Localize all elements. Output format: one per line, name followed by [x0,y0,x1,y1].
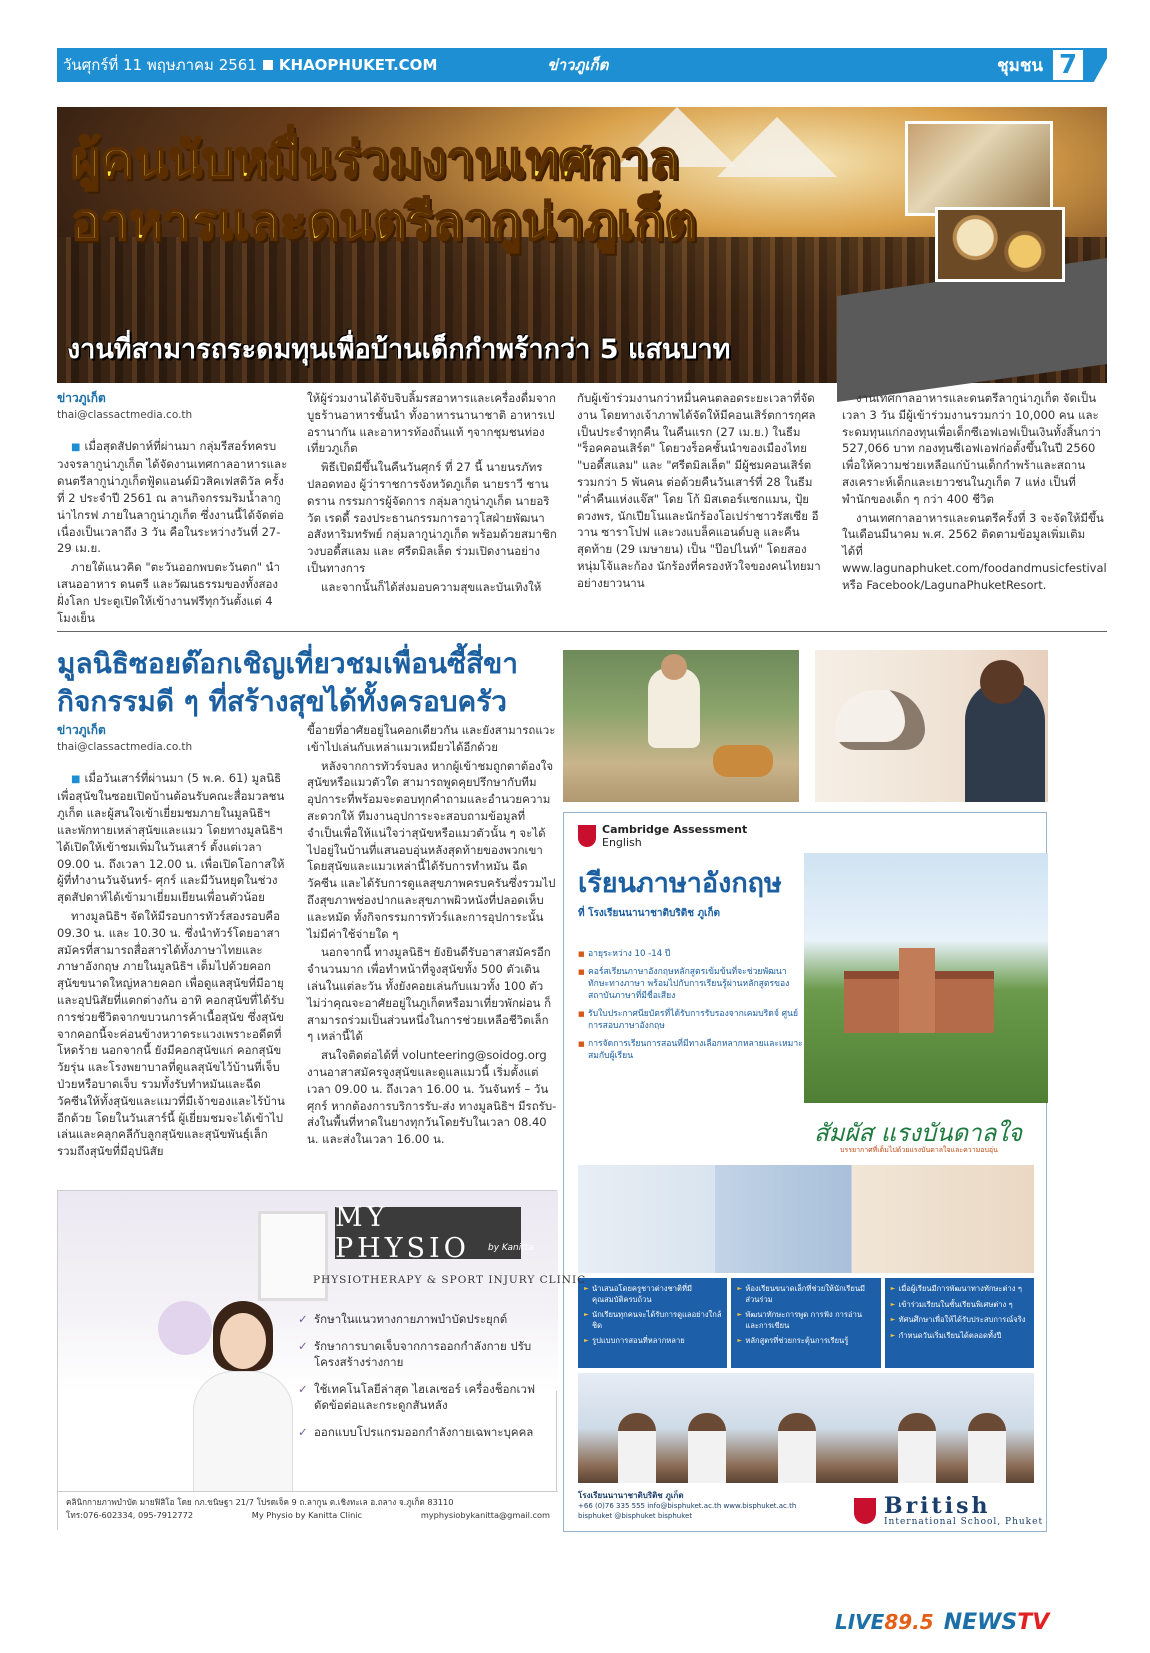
feature-boxes [578,1278,1034,1368]
inset-photo-children [905,121,1053,216]
contact-details[interactable]: +66 (0)76 335 555 info@bisphuket.ac.th www.bisphuket.ac.th [578,1502,797,1510]
article1-col4 [842,390,1107,630]
window-shape [258,1211,328,1301]
article2-title [57,645,557,721]
hero-subtitle: งานที่สามารถระดมทุนเพื่อบ้านเด็กกำพร้ากว่า 5 แสนบาท [67,334,731,365]
paragraph: งานเทศกาลอาหารและดนตรีครั้งที่ 3 จะจัดให้มีขึ้นในเดือนมีนาคม พ.ศ. 2562 ติดตามข้อมูลเพิ่มเติมได้ที่ www.lagunaphuket.com/foodandmusicfestival หรือ Facebook/LagunaPhuketResort. [842,510,1107,592]
ad-my-physio[interactable] [57,1190,587,1530]
news-tv-logo: NEWSTV [943,1609,1050,1635]
bullet-icon: ■ [71,441,81,453]
physio-services [298,1311,548,1451]
photo-girl-with-cat [815,650,1048,802]
byline-email[interactable]: thai@classactmedia.co.th [57,740,193,753]
student-figure [778,1413,816,1483]
paragraph: ภายใต้แนวคิด "ตะวันออกพบตะวันตก" นำเสนออาหาร ดนตรี และวัฒนธรรมของทั้งสองฝั่งโลก ประตูเปิดให้เข้างานฟรีทุกวันตั้งแต่ 4 โมงเย็น [57,560,280,625]
physio-logo-sub: by Kanitta [488,1243,534,1253]
service-item: ✓ รักษาในแนวทางกายภาพบำบัดประยุกต์ [298,1311,548,1327]
article2-title-line1: มูลนิธิซอยด๊อกเชิญเที่ยวชมเพื่อนซี้สี่ขา [57,647,519,680]
issue-date: วันศุกร์ที่ 11 พฤษภาคม 2561 [63,56,257,74]
article1-col2 [307,390,559,630]
cat-figure [835,690,925,750]
hero-banner [57,107,1107,383]
cambridge-logo [578,823,747,849]
site-link[interactable]: KHAOPHUKET.COM [278,56,438,74]
byline: ข่าวภูเก็ต [57,391,106,405]
service-item: ✓ รักษาการบาดเจ็บจากการออกกำลังกาย ปรับโครงสร้างร่างกาย [298,1338,548,1370]
separator-square [263,60,273,70]
paragraph: หลังจากการทัวร์จบลง หากผู้เข้าชมถูกตาต้องใจสุนัขหรือแมวตัวใด สามารถพูดคุยปรึกษากับทีมอุปการะที่พร้อมจะตอบทุกคำถามและอำนวยความสะดวกให้ ทีมงานอุปการะจะสอบถามข้อมูลที่จำเป็นเพื่อให้แน่ใจว่าสุนัขหรือแมวตัวนั้น ๆ จะได้ไปอยู่ในบ้านที่แสนอบอุ่นหลังสุดท้ายของพวกเขา โดยสุนัขและแมวเหล่านี้ได้รับการทำหมัน ฉีดวัคซีน และได้รับการดูแลสุขภาพครบครันซึ่งรวมไปถึงสุขภาพช่องปากและสุขภาพผิวหนังที่ปลอดเห็บและหมัด ทั้งกิจกรรมการทัวร์และการอุปการะนั้นไม่มีค่าใช้จ่ายใด ๆ [307,758,556,941]
physio-email[interactable]: myphysiobykanitta@gmail.com [420,1510,550,1520]
ad-slogan-sub: บรรยากาศที่เต็มไปด้วยแรงบันดาลใจและความอบอุ่น [840,1146,998,1154]
paragraph: งานเทศกาลอาหารและดนตรีลากูน่าภูเก็ต จัดเป็นเวลา 3 วัน มีผู้เข้าร่วมงานรวมกว่า 10,000 คน และระดมทุนแก่กองทุนเพื่อเด็กซีเอฟเอฟเป็นเงินทั้งสิ้นกว่า 527,066 บาท กองทุนซีเอฟเอฟก่อตั้งขึ้นในปี 2560 เพื่อให้ความช่วยเหลือแก่บ้านเด็กกำพร้าและสถานสงเคราะห์เด็กและเยาวชนในภูเก็ต 7 แห่ง เป็นที่พำนักของเด็ก ๆ กว่า 400 ชีวิต [842,391,1102,506]
tent-shape [717,117,837,177]
article-laguna [57,390,1107,630]
paragraph: ทางมูลนิธิฯ จัดให้มีรอบการทัวร์สองรอบคือ 09.30 น. และ 10.30 น. ซึ่งนำทัวร์โดยอาสาสมัครที่สามารถสื่อสารได้ทั้งภาษาไทยและภาษาอังกฤษ ภายในมูลนิธิฯ เต็มไปด้วยคอกสุนัขขนาดใหญ่หลายคอก เพื่อดูแลสุนัขที่มีอายุและอุปนิสัยที่แตกต่างกัน อาทิ คอกสุนัขที่ได้รับการช่วยชีวิตจากขบวนการค้าเนื้อสุนัข ซึ่งสุนัขจากคอกนี้จะค่อนข้างหวาดระแวงเพราะอดีตที่โหดร้าย นอกจากนี้ ยังมีคอกสุนัขแก่ คอกสุนัขวัยรุ่น และโรงพยาบาลที่ดูแลสุนัขไว้บ้านที่เจ็บป่วยหรือบาดเจ็บ รวมทั้งรับทำหมันและฉีดวัคซีนให้ทั้งสุนัขและแมวที่มีเจ้าของและไร้บ้านอีกด้วย โดยในวันเสาร์นี้ ผู้เยี่ยมชมจะได้เข้าไปเล่นและคลุกคลีกับลูกสุนัขและสุนัขพันธุ์เล็ก รวมถึงสุนัขที่มีอุปนิสัย [57,908,285,1159]
physio-contact [58,1491,558,1531]
physiotherapist-photo [168,1301,318,1511]
hero-title [71,129,697,253]
page-number: 7 [1051,48,1085,82]
section-divider [57,631,1107,632]
article-soidog [57,722,557,1182]
dog-figure [713,745,773,777]
inset-photo-food [935,207,1065,282]
ad-slogan: สัมผัส แรงบันดาลใจ [814,1119,1023,1147]
section-title: ชุมชน [997,55,1043,76]
british-school-logo: British International School, Phuket [854,1495,1043,1527]
footer-logos [835,1607,1095,1637]
paragraph: กับผู้เข้าร่วมงานกว่าหมื่นคนตลอดระยะเวลาที่จัดงาน โดยทางเจ้าภาพได้จัดให้มีคอนเสิร์ตการกุศลเป็นประจำทุกคืน ในคืนแรก (27 เม.ย.) ในธีม "ร็อคคอนเสิร์ต" โดยวงร็อคชั้นนำของเมืองไทย "บอดี้สแลม" และ "ศรีตมิลเล็ต" มีผู้ชมคอนเสิร์ตรวมกว่า 5 พันคน ต่อด้วยคืนวันเสาร์ที่ 28 ในธีม "ค่ำคืนแห่งแจ๊ส" โดย โก้ มิสเตอร์แซกแมน, ปุ้ย ดวงพร, นักเปียโนและนักร้องโอเปร่าชาวรัสเซีย อีวาน ซาราโปฟ และวงแบล็คแอนด์บลู และคืนสุดท้าย (29 เมษายน) เป็น "ป๊อปไนท์" โดยสองหนุ่มโจ้และก้อง นักร้องที่ครองหัวใจของคนไทยมาอย่างยาวนาน [577,391,821,590]
service-item: ✓ ใช้เทคโนโลยีล่าสุด ไฮเลเซอร์ เครื่องช็อกเวฟ ดัดข้อต่อและกระดูกสันหลัง [298,1381,548,1413]
feature-box: ► ห้องเรียนขนาดเล็กที่ช่วยให้นักเรียนมีส่วนร่วม ► พัฒนาทักษะการพูด การฟัง การอ่าน และการเขียน ► หลักสูตรที่ช่วยกระตุ้นการเรียนรู้ [731,1278,880,1368]
bullet-icon: ■ [71,773,81,785]
ad-british-school[interactable] [563,812,1047,1532]
paragraph: ■ เมื่อสุดสัปดาห์ที่ผ่านมา กลุ่มรีสอร์ทครบวงจรลากูน่าภูเก็ต ได้จัดงานเทศกาลอาหารและดนตรีลากูน่าภูเก็ตฟู้ดแอนด์มิวสิคเฟสติวัล ครั้งที่ 2 ประจำปี 2561 ณ ลานกิจกรรมริมน้ำลากูน่าไกรฟ ภายในลากูน่าภูเก็ต ซึ่งงานนี้ได้จัดต่อเนื่องเป็นเวลาถึง 3 วัน คือในระหว่างวันที่ 27-29 เม.ย. [57,438,288,556]
service-item: ✓ ออกแบบโปรแกรมออกกำลังกายเฉพาะบุคคล [298,1424,548,1440]
byline-email[interactable]: thai@classactmedia.co.th [57,408,193,421]
man-head [661,654,687,680]
paragraph: พิธีเปิดมีขึ้นในคืนวันศุกร์ ที่ 27 นี้ นายนรภัทร ปลอดทอง ผู้ว่าราชการจังหวัดภูเก็ต นายราวี ชานดราน กรรมการผู้จัดการ กลุ่มลากูน่าภูเก็ต นายอริวัต เรดดี้ รองประธานกรรมการอาวุโสฝ่ายพัฒนาอสังหาริมทรัพย์ กลุ่มลากูน่าภูเก็ต พร้อมด้วยสมาชิกวงบอดี้สแลม และ ศรีตมิลเล็ต ร่วมเปิดงานอย่างเป็นทางการ [307,460,557,575]
course-features-list [578,948,803,1068]
photo-man-with-dogs [563,650,799,802]
physio-tagline: PHYSIOTHERAPY & SPORT INJURY CLINIC [313,1274,587,1286]
article1-col1 [57,390,289,630]
list-item: ■ การจัดการเรียนการสอนที่มีทางเลือกหลากหลายและเหมาะสมกับผู้เรียน [578,1038,803,1062]
article2-title-line2: กิจกรรมดี ๆ ที่สร้างสุขได้ทั้งครอบครัว [57,685,508,718]
paragraph: ให้ผู้ร่วมงานได้จับจิบลิ้มรสอาหารและเครื่องดื่มจากบูธร้านอาหารชั้นนำ ทั้งอาหารนานาชาติ อาหารเปอรานากัน และอาหารท้องถิ่นแท้ ๆจากชุมชนท่องเที่ยวภูเก็ต [307,391,556,456]
corner-decoration [1085,48,1107,82]
feature-box: ► เมื่อผู้เรียนมีการพัฒนาทางทักษะต่าง ๆ ► เข้าร่วมเรียนในชั้นเรียนพิเศษต่าง ๆ ► ทัศนศึกษาเพื่อให้ได้รับประสบการณ์จริง ► กำหนดวันเริ่มเรียนได้ตลอดทั้งปี [885,1278,1034,1368]
face-shape [220,1313,266,1369]
newspaper-logo: ข่าวภูเก็ต [547,56,609,74]
classroom-photo-strip [578,1165,1034,1273]
paragraph: ขี้อายที่อาศัยอยู่ในคอกเดียวกัน และยังสามารถแวะเข้าไปเล่นกับเหล่าแมวเหมียวได้อีกด้วย [307,723,556,754]
student-figure [618,1413,656,1483]
student-figure [898,1413,936,1483]
paragraph: ■ เมื่อวันเสาร์ที่ผ่านมา (5 พ.ค. 61) มูลนิธิเพื่อสุนัขในซอยเปิดบ้านต้อนรับคณะสื่อมวลชนภูเก็ต และผู้สนใจเข้าเยี่ยมชมภายในมูลนิธิฯ และพักทายเหล่าสุนัขและแมว โดยทางมูลนิธิฯ ได้เปิดให้เข้าชมเพิ่มในวันเสาร์ ตั้งแต่เวลา 09.00 น. ถึงเวลา 12.00 น. เพื่อเปิดโอกาสให้ผู้ที่ทำงานวันจันทร์- ศุกร์ และมีวันหยุดในช่วงสุดสัปดาห์ได้เข้ามาเยี่ยมเยียนเพื่อนตัวน้อย [57,770,285,905]
student-figure [688,1413,726,1483]
list-item: ■ อายุระหว่าง 10 -14 ปี [578,948,803,960]
girl-head [980,660,1024,704]
hero-title-line1: ผู้คนนับหมื่นร่วมงานเทศกาล [71,131,680,189]
paragraph: สนใจติดต่อได้ที่ volunteering@soidog.org งานอาสาสมัครจูงสุนัขและดูแลแมวนี้ เริ่มตั้งแต่เวลา 09.00 น. ถึงเวลา 16.00 น. วันจันทร์ – วันศุกร์ หากต้องการบริการรับ-ส่ง ทางมูลนิธิฯ มีรถรับ-ส่งในพื้นที่หาดในยางทุกวันโดยรับในเวลา 08.40 น. และส่งในเวลา 16.00 น. [307,1048,557,1147]
physio-facebook[interactable]: My Physio by Kanitta Clinic [251,1510,363,1520]
ad-title: เรียนภาษาอังกฤษ [578,868,782,899]
social-handles[interactable]: bisphuket @bisphuket bisphuket [578,1512,693,1520]
students-reading-photo [578,1373,1034,1483]
feature-box: ► นำเสนอโดยครูชาวต่างชาติที่มีคุณสมบัติครบถ้วน ► นักเรียนทุกคนจะได้รับการดูแลอย่างใกล้ชิด ► รูปแบบการสอนที่หลากหลาย [578,1278,727,1368]
article2-col2 [307,722,557,1182]
school-building-image [804,853,1048,1103]
ad-contact: โรงเรียนนานาชาติบริติช ภูเก็ต +66 (0)76 335 555 info@bisphuket.ac.th www.bisphuket.ac.th bisphuket @bisphuket bisphuket [578,1491,878,1521]
physio-phone[interactable]: โทร:076-602334, 095-7912772 [66,1510,194,1520]
cambridge-shield-icon [578,825,596,847]
article2-col1 [57,722,289,1182]
paragraph: นอกจากนี้ ทางมูลนิธิฯ ยังยินดีรับอาสาสมัครอีกจำนวนมาก เพื่อทำหน้าที่จูงสุนัขทั้ง 500 ตัวเดินเล่นในแต่ละวัน ทั้งยังคอยเล่นกับแมวทั้ง 100 ตัว ไม่ว่าคุณจะอาศัยอยู่ในภูเก็ตหรือมาเที่ยวพักผ่อน ก็สามารถร่วมเป็นส่วนหนึ่งในการช่วยเหลือชีวิตเล็ก ๆ เหล่านี้ได้ [307,945,552,1044]
live-radio-logo: LIVE89.5 [835,1610,934,1634]
ad-school-name: ที่ โรงเรียนนานาชาติบริติช ภูเก็ต [578,908,721,919]
man-figure [648,668,700,748]
list-item: ■ รับใบประกาศนียบัตรที่ได้รับการรับรองจากเคมบริดจ์ ศูนย์การสอบภาษาอังกฤษ [578,1008,803,1032]
byline: ข่าวภูเก็ต [57,723,106,737]
hero-title-line2: อาหารและดนตรีลากูน่าภูเก็ต [71,193,697,251]
coat-shape [193,1371,293,1511]
crest-icon [854,1498,876,1524]
student-figure [968,1413,1006,1483]
physio-address: คลินิกกายภาพบำบัด มายฟิสิโอ โดย กภ.ขนิษฐา 21/7 โปรดเจ็ค 9 ถ.ลากูน ต.เชิงทะเล อ.ถลาง จ.ภูเก็ต 83110 [66,1497,454,1507]
page-header [57,48,1085,82]
list-item: ■ คอร์สเรียนภาษาอังกฤษหลักสูตรเข้มข้นที่จะช่วยพัฒนาทักษะทางภาษา พร้อมไปกับการเรียนรู้ผ่านหลักสูตรของสถาบันภาษาที่มีชื่อเสียง [578,966,803,1002]
tower-shape [899,948,935,1033]
article1-col3 [577,390,827,630]
paragraph: และจากนั้นก็ได้ส่งมอบความสุขและบันเทิงให้ [321,579,542,594]
physio-logo: MY PHYSIO [335,1207,521,1259]
cambridge-name: Cambridge Assessment English [602,823,748,849]
